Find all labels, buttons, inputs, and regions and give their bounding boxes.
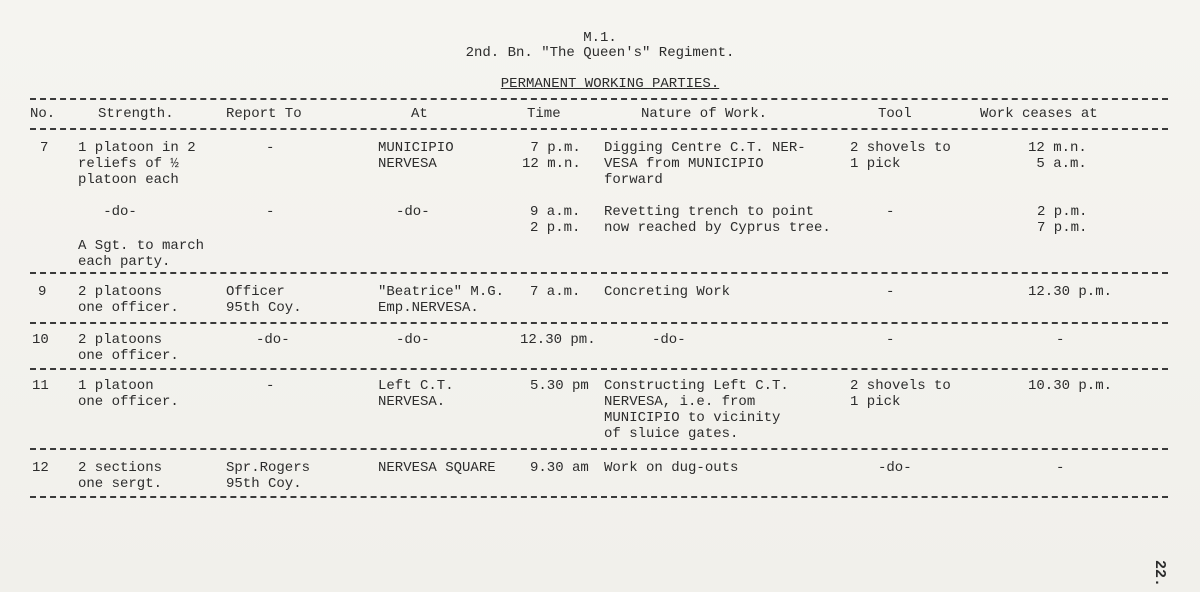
row-11-at: Left C.T. NERVESA. <box>378 378 454 410</box>
row-7-ceases: 12 m.n. 5 a.m. <box>1028 140 1087 172</box>
row-7b-ceases: 2 p.m. 7 p.m. <box>1037 204 1088 236</box>
row-7b-time: 9 a.m. 2 p.m. <box>530 204 581 236</box>
row-7b-nature: Revetting trench to point now reached by Cyprus tree. <box>604 204 831 236</box>
row-10-at: -do- <box>396 332 430 348</box>
row-12-report: Spr.Rogers 95th Coy. <box>226 460 311 492</box>
row-10-report: -do- <box>256 332 290 348</box>
row-7b-at: -do- <box>396 204 430 220</box>
row-10-no: 10 <box>32 332 49 348</box>
row-10-nature: -do- <box>652 332 686 348</box>
row-9-no: 9 <box>38 284 47 300</box>
row-11-tool: 2 shovels to 1 pick <box>850 378 951 410</box>
row-10-time: 12.30 pm. <box>520 332 596 348</box>
row-7-tool: 2 shovels to 1 pick <box>850 140 951 172</box>
row-10-ceases: - <box>1056 332 1065 348</box>
col-header-nature: Nature of Work. <box>641 106 768 122</box>
rule <box>30 128 1168 130</box>
row-7-nature: Digging Centre C.T. NER- VESA from MUNICIPIO forward <box>604 140 806 188</box>
row-12-tool: -do- <box>878 460 912 476</box>
rule <box>30 496 1168 498</box>
document-reference: M.1. <box>583 30 617 46</box>
page-number: 22. <box>1151 560 1168 588</box>
row-9-report: Officer 95th Coy. <box>226 284 302 316</box>
row-10-tool: - <box>886 332 895 348</box>
row-7b-strength: -do- <box>78 204 137 220</box>
row-9-nature: Concreting Work <box>604 284 731 300</box>
row-7b-report: - <box>266 204 275 220</box>
row-10-strength: 2 platoons one officer. <box>78 332 179 364</box>
row-11-report: - <box>266 378 275 394</box>
col-header-no: No. <box>30 106 56 122</box>
row-9-tool: - <box>886 284 895 300</box>
row-9-time: 7 a.m. <box>530 284 581 300</box>
row-11-nature: Constructing Left C.T. NERVESA, i.e. from MUNICIPIO to vicinity of sluice gates. <box>604 378 789 442</box>
row-12-nature: Work on dug-outs <box>604 460 739 476</box>
rule <box>30 272 1168 274</box>
col-header-at: At <box>411 106 428 122</box>
row-7-strength: 1 platoon in 2 reliefs of ½ platoon each <box>78 140 196 188</box>
rule <box>30 98 1168 100</box>
row-7-no: 7 <box>40 140 49 156</box>
row-12-at: NERVESA SQUARE <box>378 460 496 476</box>
rule <box>30 322 1168 324</box>
row-9-at: "Beatrice" M.G. Emp.NERVESA. <box>378 284 505 316</box>
row-11-ceases: 10.30 p.m. <box>1028 378 1113 394</box>
col-header-report: Report To <box>226 106 302 122</box>
unit-heading: 2nd. Bn. "The Queen's" Regiment. <box>465 45 735 61</box>
row-9-strength: 2 platoons one officer. <box>78 284 179 316</box>
col-header-time: Time <box>527 106 561 122</box>
col-header-strength: Strength. <box>98 106 174 122</box>
row-7-report: - <box>266 140 275 156</box>
col-header-ceases: Work ceases at <box>980 106 1098 122</box>
row-7-at: MUNICIPIO NERVESA <box>378 140 454 172</box>
document-title: PERMANENT WORKING PARTIES. <box>500 76 720 92</box>
row-7b-tool: - <box>886 204 895 220</box>
rule <box>30 448 1168 450</box>
row-12-time: 9.30 am <box>530 460 589 476</box>
col-header-tool: Tool <box>878 106 912 122</box>
row-7-note: A Sgt. to march each party. <box>78 238 205 270</box>
row-12-ceases: - <box>1056 460 1065 476</box>
row-9-ceases: 12.30 p.m. <box>1028 284 1113 300</box>
row-11-time: 5.30 pm <box>530 378 589 394</box>
row-7-time: 7 p.m. 12 m.n. <box>522 140 581 172</box>
row-11-no: 11 <box>32 378 49 394</box>
row-12-no: 12 <box>32 460 49 476</box>
row-12-strength: 2 sections one sergt. <box>78 460 163 492</box>
row-11-strength: 1 platoon one officer. <box>78 378 179 410</box>
rule <box>30 368 1168 370</box>
